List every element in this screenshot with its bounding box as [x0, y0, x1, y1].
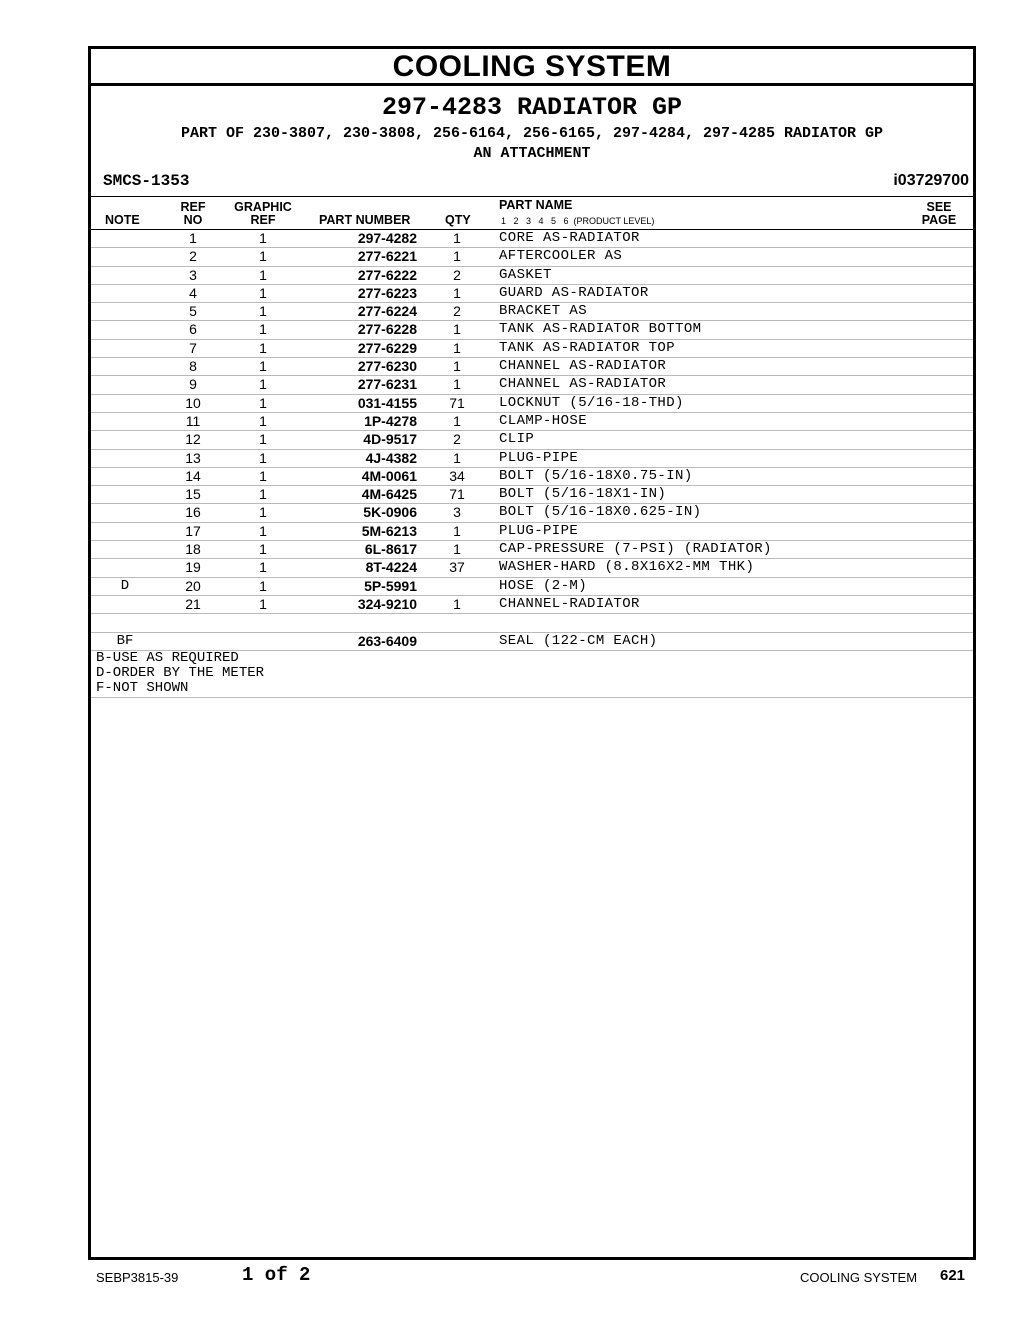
row-graphic-ref: 1: [259, 522, 267, 539]
row-part-name: BRACKET AS: [499, 303, 588, 320]
parts-page-frame: [88, 46, 976, 1260]
footer-doc-id: SEBP3815-39: [96, 1270, 179, 1285]
row-part-number: 4J-4382: [365, 449, 417, 466]
row-ref-no: 14: [185, 467, 201, 484]
row-part-name: HOSE (2-M): [499, 577, 588, 594]
row-part-number: 5K-0906: [363, 504, 417, 521]
row-qty: 71: [449, 394, 465, 411]
table-row: [91, 486, 973, 504]
row-part-number: 277-6231: [357, 376, 417, 393]
row-ref-no: 7: [189, 339, 197, 356]
row-part-name: GUARD AS-RADIATOR: [499, 284, 649, 301]
row-ref-no: 18: [185, 541, 201, 558]
row-ref-no: 9: [189, 376, 197, 393]
row-qty: 2: [453, 431, 461, 448]
row-qty: 3: [453, 504, 461, 521]
attachment-line: AN ATTACHMENT: [473, 145, 591, 162]
row-graphic-ref: 1: [259, 303, 267, 320]
row-qty: 1: [453, 449, 461, 466]
row-part-name: BOLT (5/16-18X0.625-IN): [499, 504, 702, 521]
header-ref-top: REF: [180, 200, 206, 214]
row-graphic-ref: 1: [259, 449, 267, 466]
row-part-name: CHANNEL-RADIATOR: [499, 595, 640, 612]
row-part-number: 324-9210: [357, 595, 417, 612]
table-row: [91, 303, 973, 321]
row-qty: 1: [453, 595, 461, 612]
header-part-name: PART NAME: [499, 198, 573, 212]
row-ref-no: 11: [185, 412, 201, 429]
row-graphic-ref: 1: [259, 266, 267, 283]
table-row: [91, 504, 973, 522]
row-part-number: 277-6229: [357, 339, 417, 356]
row-graphic-ref: 1: [259, 358, 267, 375]
row-part-number: 277-6221: [357, 248, 417, 265]
table-row: [91, 578, 973, 596]
table-row: [91, 596, 973, 614]
row-note: BF: [116, 632, 134, 649]
part-of-line: PART OF 230-3807, 230-3808, 256-6164, 256-6165, 297-4284, 297-4285 RADIATOR GP: [180, 125, 884, 142]
table-row: [91, 523, 973, 541]
row-part-name: CAP-PRESSURE (7-PSI) (RADIATOR): [499, 541, 772, 558]
row-graphic-ref: 1: [259, 486, 267, 503]
row-part-number: 277-6222: [357, 266, 417, 283]
table-row: [91, 285, 973, 303]
page-footer: [0, 1262, 1020, 1292]
row-graphic-ref: 1: [259, 284, 267, 301]
table-row: [91, 450, 973, 468]
row-part-number: 8T-4224: [365, 559, 417, 576]
row-part-number: 1P-4278: [364, 412, 417, 429]
row-note: D: [120, 577, 130, 594]
table-row: [91, 468, 973, 486]
row-ref-no: 13: [185, 449, 201, 466]
row-part-name: LOCKNUT (5/16-18-THD): [499, 394, 684, 411]
header-product-levels: 1 2 3 4 5 6 (PRODUCT LEVEL): [501, 216, 655, 226]
row-qty: 1: [453, 412, 461, 429]
note-line: D-ORDER BY THE METER: [96, 664, 265, 681]
column-headers: [91, 197, 973, 230]
row-graphic-ref: 1: [259, 541, 267, 558]
row-graphic-ref: 1: [259, 394, 267, 411]
section-title: COOLING SYSTEM: [91, 49, 973, 86]
row-graphic-ref: 1: [259, 248, 267, 265]
table-row: [91, 230, 973, 248]
row-qty: 1: [453, 522, 461, 539]
header-ref-bottom: NO: [183, 213, 203, 227]
row-qty: 1: [453, 230, 461, 246]
row-part-number: 297-4282: [357, 230, 417, 246]
row-part-number: 277-6230: [357, 358, 417, 375]
group-header: [91, 94, 973, 164]
table-row: [91, 413, 973, 431]
row-graphic-ref: 1: [259, 321, 267, 338]
header-see-bottom: PAGE: [921, 213, 957, 227]
row-part-number: 6L-8617: [364, 541, 417, 558]
row-part-name: WASHER-HARD (8.8X16X2-MM THK): [499, 559, 755, 576]
row-ref-no: 17: [185, 522, 201, 539]
row-qty: 1: [453, 376, 461, 393]
table-row: [91, 431, 973, 449]
illustration-id: i03729700: [893, 172, 969, 189]
row-ref-no: 19: [185, 559, 201, 576]
row-graphic-ref: 1: [259, 559, 267, 576]
row-graphic-ref: 1: [259, 467, 267, 484]
row-part-number: 4M-6425: [361, 486, 417, 503]
row-ref-no: 2: [189, 248, 197, 265]
row-qty: 1: [453, 358, 461, 375]
row-ref-no: 5: [189, 303, 197, 320]
row-part-number: 4M-0061: [361, 467, 417, 484]
table-row: [91, 267, 973, 285]
group-title: 297-4283 RADIATOR GP: [381, 93, 683, 122]
row-ref-no: 6: [189, 321, 197, 338]
row-part-name: AFTERCOOLER AS: [499, 248, 623, 265]
row-graphic-ref: 1: [259, 595, 267, 612]
row-graphic-ref: 1: [259, 230, 267, 246]
row-part-number: 5P-5991: [364, 577, 417, 594]
footer-section: COOLING SYSTEM: [800, 1270, 918, 1285]
note-line: B-USE AS REQUIRED: [96, 649, 239, 666]
row-qty: 1: [453, 541, 461, 558]
row-part-name: BOLT (5/16-18X0.75-IN): [499, 467, 693, 484]
row-part-name: PLUG-PIPE: [499, 449, 579, 466]
row-part-name: GASKET: [499, 266, 552, 283]
row-part-number: 4D-9517: [363, 431, 417, 448]
table-row: [91, 376, 973, 394]
row-part-number: 277-6224: [357, 303, 417, 320]
table-row: [91, 559, 973, 577]
row-part-name: TANK AS-RADIATOR TOP: [499, 339, 676, 356]
table-row: [91, 358, 973, 376]
row-part-name: CHANNEL AS-RADIATOR: [499, 376, 667, 393]
table-row: [91, 614, 973, 632]
header-note: NOTE: [105, 213, 140, 227]
smcs-code: SMCS-1353: [103, 172, 190, 190]
row-part-number: 5M-6213: [361, 522, 417, 539]
row-part-number: 263-6409: [357, 632, 417, 649]
row-part-name: SEAL (122-CM EACH): [499, 632, 658, 649]
row-ref-no: 20: [185, 577, 201, 594]
table-row: [91, 541, 973, 559]
row-part-name: BOLT (5/16-18X1-IN): [499, 486, 667, 503]
footer-page-number: 621: [940, 1267, 966, 1284]
row-ref-no: 10: [185, 394, 201, 411]
row-qty: 1: [453, 284, 461, 301]
table-row: [91, 321, 973, 339]
row-qty: 2: [453, 303, 461, 320]
table-row: [91, 340, 973, 358]
row-part-number: 277-6228: [357, 321, 417, 338]
row-graphic-ref: 1: [259, 504, 267, 521]
row-ref-no: 3: [189, 266, 197, 283]
row-graphic-ref: 1: [259, 339, 267, 356]
row-ref-no: 4: [189, 284, 197, 301]
header-graphic-top: GRAPHIC: [234, 200, 292, 214]
row-part-number: 277-6223: [357, 284, 417, 301]
row-part-name: CLIP: [499, 431, 535, 448]
row-ref-no: 16: [185, 504, 201, 521]
row-graphic-ref: 1: [259, 431, 267, 448]
row-ref-no: 8: [189, 358, 197, 375]
smcs-row: [91, 170, 973, 197]
footer-page-of: 1 of 2: [242, 1264, 311, 1286]
row-qty: 2: [453, 266, 461, 283]
header-see-top: SEE: [926, 200, 952, 214]
row-part-number: 031-4155: [357, 394, 417, 411]
row-part-name: CHANNEL AS-RADIATOR: [499, 358, 667, 375]
row-qty: 1: [453, 339, 461, 356]
header-graphic-bottom: REF: [250, 213, 276, 227]
table-row: [91, 395, 973, 413]
row-ref-no: 21: [185, 595, 201, 612]
notes-block: [91, 651, 973, 698]
parts-table-body: [91, 230, 973, 651]
row-part-name: PLUG-PIPE: [499, 522, 579, 539]
table-row: [91, 633, 973, 651]
row-part-name: CLAMP-HOSE: [499, 412, 588, 429]
row-graphic-ref: 1: [259, 376, 267, 393]
row-qty: 71: [449, 486, 465, 503]
header-part-number: PART NUMBER: [319, 213, 411, 227]
table-row: [91, 248, 973, 266]
row-qty: 1: [453, 321, 461, 338]
row-ref-no: 15: [185, 486, 201, 503]
header-qty: QTY: [445, 213, 471, 227]
row-qty: 1: [453, 248, 461, 265]
row-graphic-ref: 1: [259, 577, 267, 594]
row-ref-no: 1: [189, 230, 197, 246]
note-line: F-NOT SHOWN: [96, 679, 189, 696]
row-qty: 37: [449, 559, 465, 576]
row-graphic-ref: 1: [259, 412, 267, 429]
row-ref-no: 12: [185, 431, 201, 448]
row-qty: 34: [449, 467, 465, 484]
row-part-name: TANK AS-RADIATOR BOTTOM: [499, 321, 702, 338]
row-part-name: CORE AS-RADIATOR: [499, 230, 640, 246]
